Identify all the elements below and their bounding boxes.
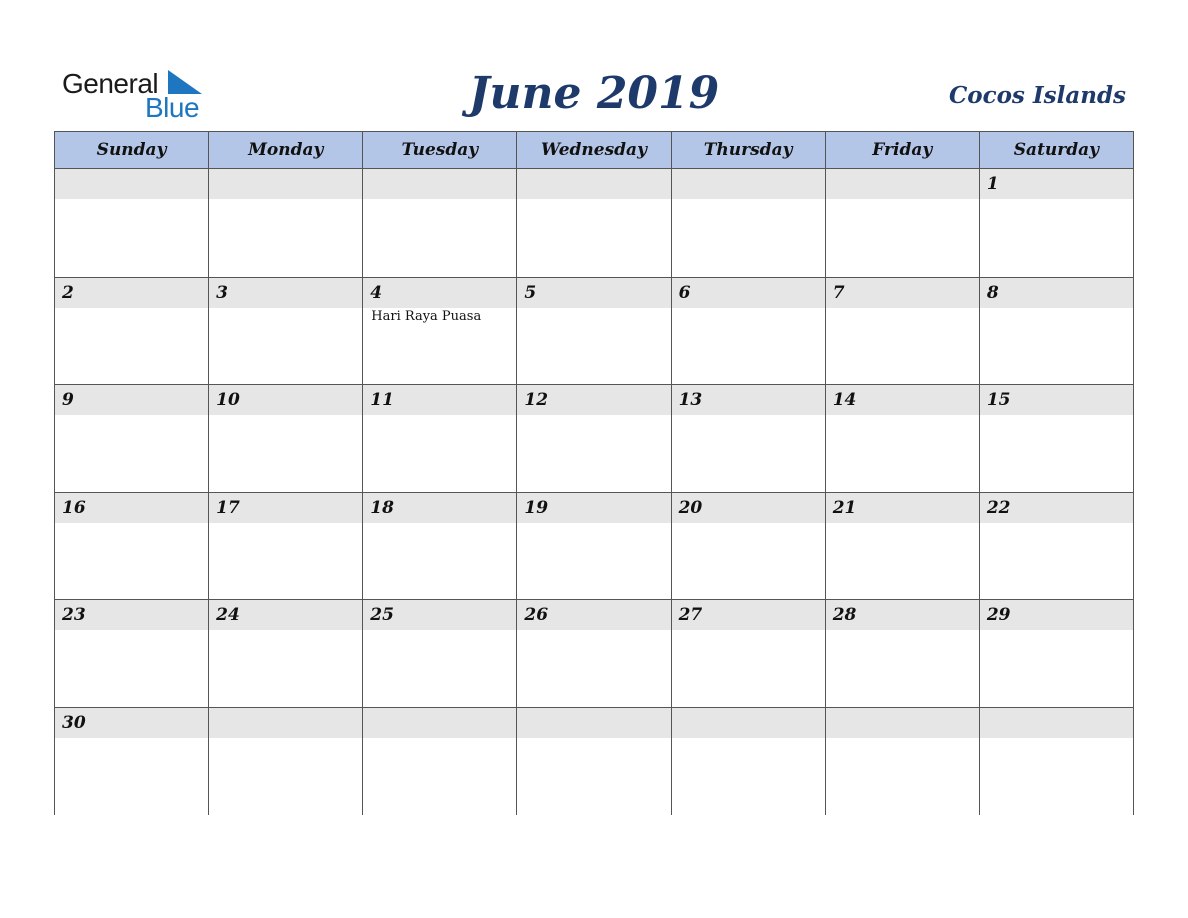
day-number-band: [55, 708, 208, 738]
day-cell: [55, 600, 208, 707]
day-cell: [516, 169, 670, 277]
day-number: 18: [370, 497, 394, 518]
day-number-band: [517, 600, 670, 630]
logo-blue-text: Blue: [145, 92, 200, 123]
weekday-header: Thursday: [671, 132, 825, 168]
day-cell: [208, 600, 362, 707]
day-number-band: [517, 278, 670, 308]
day-number-band: [980, 708, 1133, 738]
day-number: 23: [62, 605, 86, 626]
weekday-header: Tuesday: [362, 132, 516, 168]
day-number: 7: [832, 282, 845, 303]
weekday-header: Saturday: [979, 132, 1133, 168]
day-cell: [825, 278, 979, 385]
day-cell: [55, 278, 208, 385]
day-number-band: [672, 385, 825, 415]
day-number-band: [363, 278, 516, 308]
day-number: 3: [216, 282, 228, 303]
weeks-container: [55, 169, 1133, 815]
day-number-band: [672, 708, 825, 738]
week-row: [55, 169, 1133, 277]
logo-general-text: General: [62, 68, 159, 99]
day-number-band: [55, 493, 208, 523]
day-cell: [671, 278, 825, 385]
day-number-band: [55, 600, 208, 630]
day-number-band: [826, 169, 979, 199]
day-number: 27: [678, 605, 703, 626]
week-row: [55, 492, 1133, 600]
week-row: [55, 384, 1133, 492]
day-cell: [516, 278, 670, 385]
day-cell: [671, 493, 825, 600]
day-number: 8: [986, 282, 999, 303]
day-number: 30: [62, 712, 86, 733]
day-number-band: [209, 493, 362, 523]
day-cell: [516, 708, 670, 815]
day-number: 24: [216, 605, 240, 626]
day-cell: [516, 385, 670, 492]
day-cell: [516, 493, 670, 600]
day-number-band: [980, 600, 1133, 630]
day-cell: [825, 708, 979, 815]
day-number: 29: [986, 605, 1011, 626]
day-number: 4: [370, 282, 383, 303]
day-number: 25: [370, 605, 394, 626]
week-row: [55, 707, 1133, 815]
day-number-band: [55, 169, 208, 199]
day-cell: [825, 600, 979, 707]
holiday-label: Hari Raya Puasa: [371, 308, 482, 324]
weekday-header: Friday: [825, 132, 979, 168]
day-cell: [208, 278, 362, 385]
day-cell: [979, 278, 1133, 385]
day-cell: [825, 169, 979, 277]
day-number-band: [209, 169, 362, 199]
day-cell: [362, 385, 516, 492]
day-cell: [55, 385, 208, 492]
day-number: 20: [678, 497, 703, 518]
day-cell: [208, 169, 362, 277]
day-cell: [979, 493, 1133, 600]
day-cell: [362, 493, 516, 600]
day-cell: [979, 600, 1133, 707]
day-number-band: [209, 708, 362, 738]
day-number-band: [826, 708, 979, 738]
day-cell: [979, 169, 1133, 277]
weekday-header-row: [55, 132, 1133, 169]
day-number-band: [980, 278, 1133, 308]
day-number-band: [826, 600, 979, 630]
day-number-band: [980, 385, 1133, 415]
day-cell: [55, 708, 208, 815]
day-cell: [671, 600, 825, 707]
day-cell: [979, 708, 1133, 815]
day-number-band: [363, 385, 516, 415]
day-number-band: [826, 278, 979, 308]
day-cell: [362, 278, 516, 385]
day-number-band: [363, 708, 516, 738]
day-number-band: [209, 385, 362, 415]
day-cell: [55, 493, 208, 600]
week-row: [55, 599, 1133, 707]
weekday-header: Wednesday: [516, 132, 670, 168]
day-number: 19: [524, 497, 549, 518]
day-number-band: [980, 493, 1133, 523]
day-number-band: [517, 708, 670, 738]
day-number-band: [672, 169, 825, 199]
day-number: 26: [524, 605, 549, 626]
day-number: 2: [62, 282, 74, 303]
calendar-grid: [54, 131, 1134, 815]
calendar-title: June 2019: [468, 68, 720, 119]
day-cell: [362, 169, 516, 277]
day-number-band: [55, 278, 208, 308]
day-number-band: [363, 169, 516, 199]
day-cell: [208, 708, 362, 815]
day-number-band: [55, 385, 208, 415]
day-cell: [671, 708, 825, 815]
day-cell: [671, 385, 825, 492]
day-number-band: [363, 493, 516, 523]
day-number: 28: [832, 605, 857, 626]
day-number: 10: [216, 390, 240, 411]
day-cell: [55, 169, 208, 277]
day-cell: [362, 600, 516, 707]
day-cell: [979, 385, 1133, 492]
day-number: 5: [524, 282, 537, 303]
day-number-band: [826, 493, 979, 523]
day-cell: [825, 493, 979, 600]
day-cell: [671, 169, 825, 277]
day-number-band: [209, 600, 362, 630]
day-number: 11: [370, 390, 394, 411]
day-number: 22: [986, 497, 1011, 518]
day-number-band: [517, 385, 670, 415]
day-cell: [516, 600, 670, 707]
day-number: 14: [832, 390, 857, 411]
day-number: 6: [678, 282, 691, 303]
weekday-header: Monday: [208, 132, 362, 168]
day-cell: [825, 385, 979, 492]
day-number-band: [517, 169, 670, 199]
day-number-band: [363, 600, 516, 630]
country-name: Cocos Islands: [948, 82, 1126, 109]
day-number-band: [980, 169, 1133, 199]
day-number: 12: [524, 390, 549, 411]
day-number: 9: [62, 390, 74, 411]
day-cell: [362, 708, 516, 815]
day-number-band: [672, 600, 825, 630]
day-cell: [208, 493, 362, 600]
day-number: 17: [216, 497, 240, 518]
weekday-header: Sunday: [96, 140, 167, 160]
day-number: 15: [986, 390, 1011, 411]
day-number: 21: [832, 497, 857, 518]
day-number-band: [672, 278, 825, 308]
day-number: 16: [62, 497, 86, 518]
day-number-band: [209, 278, 362, 308]
day-number: 1: [986, 174, 999, 194]
day-cell: [208, 385, 362, 492]
day-number-band: [672, 493, 825, 523]
day-number: 13: [678, 390, 703, 411]
week-row: [55, 277, 1133, 385]
day-number-band: [517, 493, 670, 523]
day-number-band: [826, 385, 979, 415]
